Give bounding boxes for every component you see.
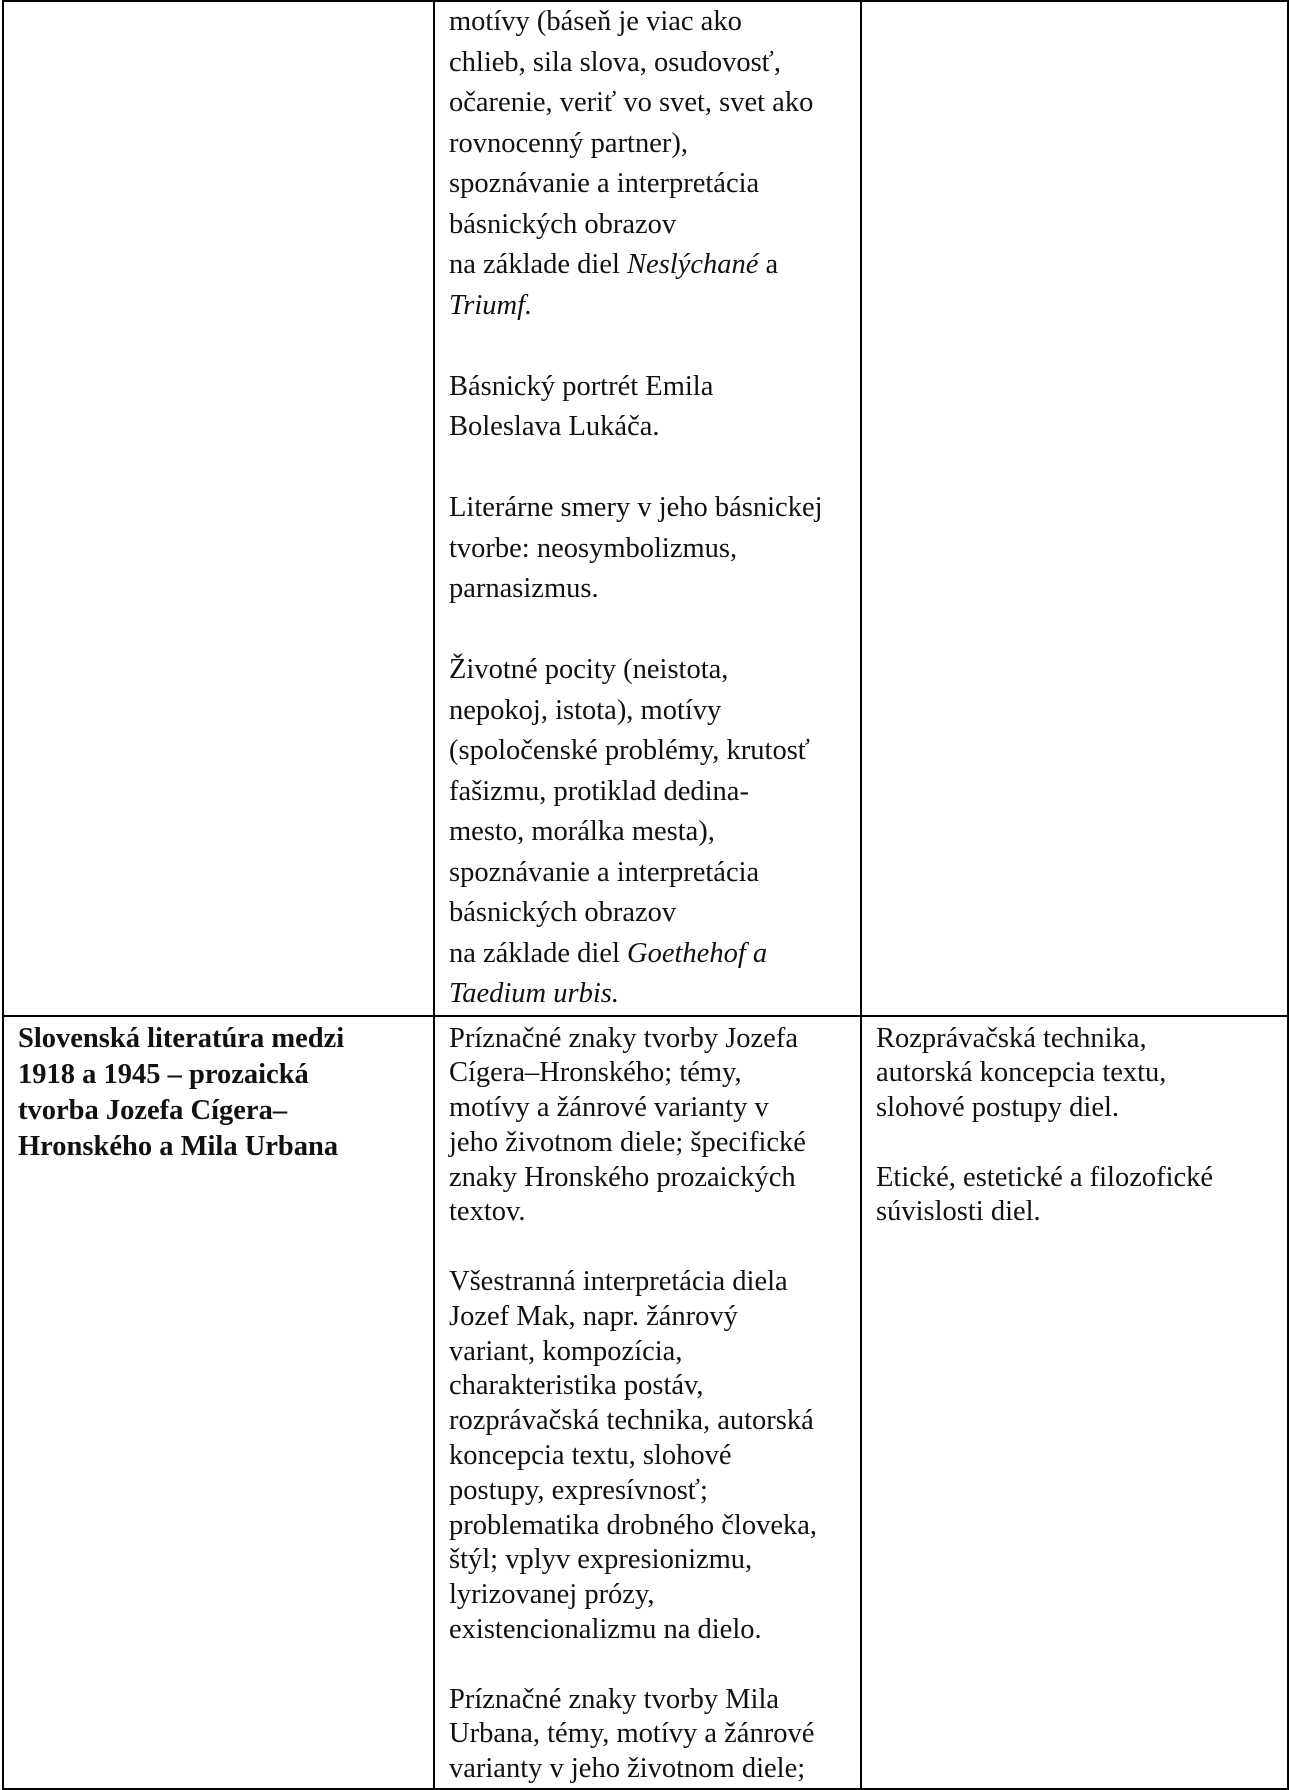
text-line: slohové postupy diel.: [876, 1092, 1120, 1124]
content-paragraph: [449, 650, 846, 1015]
text-line: Cígera–Hronského; témy,: [449, 1057, 742, 1089]
text-line: Jozef Mak, napr. žánrový: [449, 1300, 738, 1332]
work-title: Triumf.: [449, 289, 533, 321]
text-line: chlieb, sila slova, osudovosť,: [449, 46, 781, 78]
text-fragment: na základe diel: [449, 937, 628, 969]
text-line: Rozprávačská technika,: [876, 1022, 1147, 1054]
content-paragraph: [449, 367, 846, 448]
text-line: spoznávanie a interpretácia: [449, 856, 760, 888]
topic-cell: [3, 1, 434, 1016]
text-line: koncepcia textu, slohové: [449, 1440, 732, 1472]
skills-cell: [861, 1, 1288, 1016]
text-line: parnasizmus.: [449, 573, 599, 604]
text-line: (spoločenské problémy, krutosť: [449, 735, 810, 766]
text-line: rovnocenný partner),: [449, 127, 688, 159]
text-line: Príznačné znaky tvorby Jozefa: [449, 1022, 798, 1054]
work-title: Goethehof a: [627, 937, 768, 969]
work-title: Neslýchané: [627, 249, 759, 280]
text-line: očarenie, veriť vo svet, svet ako: [449, 87, 814, 118]
text-line: autorská koncepcia textu,: [876, 1057, 1167, 1089]
text-line: textov.: [449, 1196, 526, 1228]
text-line: postupy, expresívnosť;: [449, 1474, 708, 1506]
text-line: tvorbe: neosymbolizmus,: [449, 532, 738, 564]
table-row: [3, 1, 1288, 1016]
text-fragment: a: [758, 249, 779, 280]
text-line: [449, 934, 846, 975]
syllabus-table: [2, 0, 1289, 1790]
content-paragraph: [449, 1265, 846, 1648]
text-line: Literárne smery v jeho básnickej: [449, 492, 823, 523]
text-line: problematika drobného človeka,: [449, 1509, 817, 1541]
content-cell: [434, 1016, 861, 1789]
text-line: Životné pocity (neistota,: [449, 654, 729, 685]
text-line: Boleslava Lukáča.: [449, 411, 660, 442]
skills-paragraph: [876, 1022, 1273, 1126]
text-line: variant, kompozícia,: [449, 1335, 683, 1367]
topic-heading: [4, 1017, 433, 1165]
text-line: nepokoj, istota), motívy: [449, 694, 722, 726]
text-line: fašizmu, protiklad dedina-: [449, 775, 749, 807]
text-line: básnických obrazov: [449, 208, 677, 240]
content-cell: [434, 1, 861, 1016]
text-line: Etické, estetické a filozofické: [876, 1161, 1214, 1193]
work-title: Taedium urbis.: [449, 978, 619, 1009]
text-line: básnických obrazov: [449, 897, 677, 928]
text-line: znaky Hronského prozaických: [449, 1161, 796, 1193]
skills-cell: [861, 1016, 1288, 1789]
content-paragraph: [449, 1022, 846, 1231]
text-line: súvislosti diel.: [876, 1196, 1041, 1228]
text-fragment: na základe diel: [449, 249, 628, 280]
skills-paragraph: [876, 1161, 1273, 1231]
text-line: Básnický portrét Emila: [449, 370, 714, 402]
text-line: jeho životnom diele; špecifické: [449, 1126, 806, 1158]
text-line: motívy a žánrové varianty v: [449, 1092, 769, 1124]
text-line: existencionalizmu na dielo.: [449, 1614, 762, 1646]
text-line: Všestranná interpretácia diela: [449, 1266, 788, 1298]
content-paragraph: [449, 1683, 846, 1787]
text-line: motívy (báseň je viac ako: [449, 6, 742, 37]
text-line: Hronského a Mila Urbana: [18, 1130, 339, 1162]
text-line: spoznávanie a interpretácia: [449, 168, 760, 199]
text-line: tvorba Jozefa Cígera–: [18, 1094, 288, 1126]
text-line: lyrizovanej prózy,: [449, 1579, 655, 1611]
content-paragraph: [449, 488, 846, 610]
topic-cell: [3, 1016, 434, 1789]
table-row: [3, 1016, 1288, 1789]
text-line: mesto, morálka mesta),: [449, 816, 715, 847]
text-line: rozprávačská technika, autorská: [449, 1405, 814, 1437]
text-line: 1918 a 1945 – prozaická: [18, 1058, 309, 1090]
text-line: Slovenská literatúra medzi: [18, 1022, 345, 1054]
text-line: varianty v jeho životnom diele;: [449, 1753, 806, 1785]
text-line: Príznačné znaky tvorby Mila: [449, 1683, 780, 1715]
text-line: Urbana, témy, motívy a žánrové: [449, 1718, 815, 1750]
text-line: [449, 245, 846, 286]
text-line: štýl; vplyv expresionizmu,: [449, 1544, 753, 1576]
text-line: charakteristika postáv,: [449, 1370, 704, 1402]
content-paragraph: [449, 2, 846, 326]
